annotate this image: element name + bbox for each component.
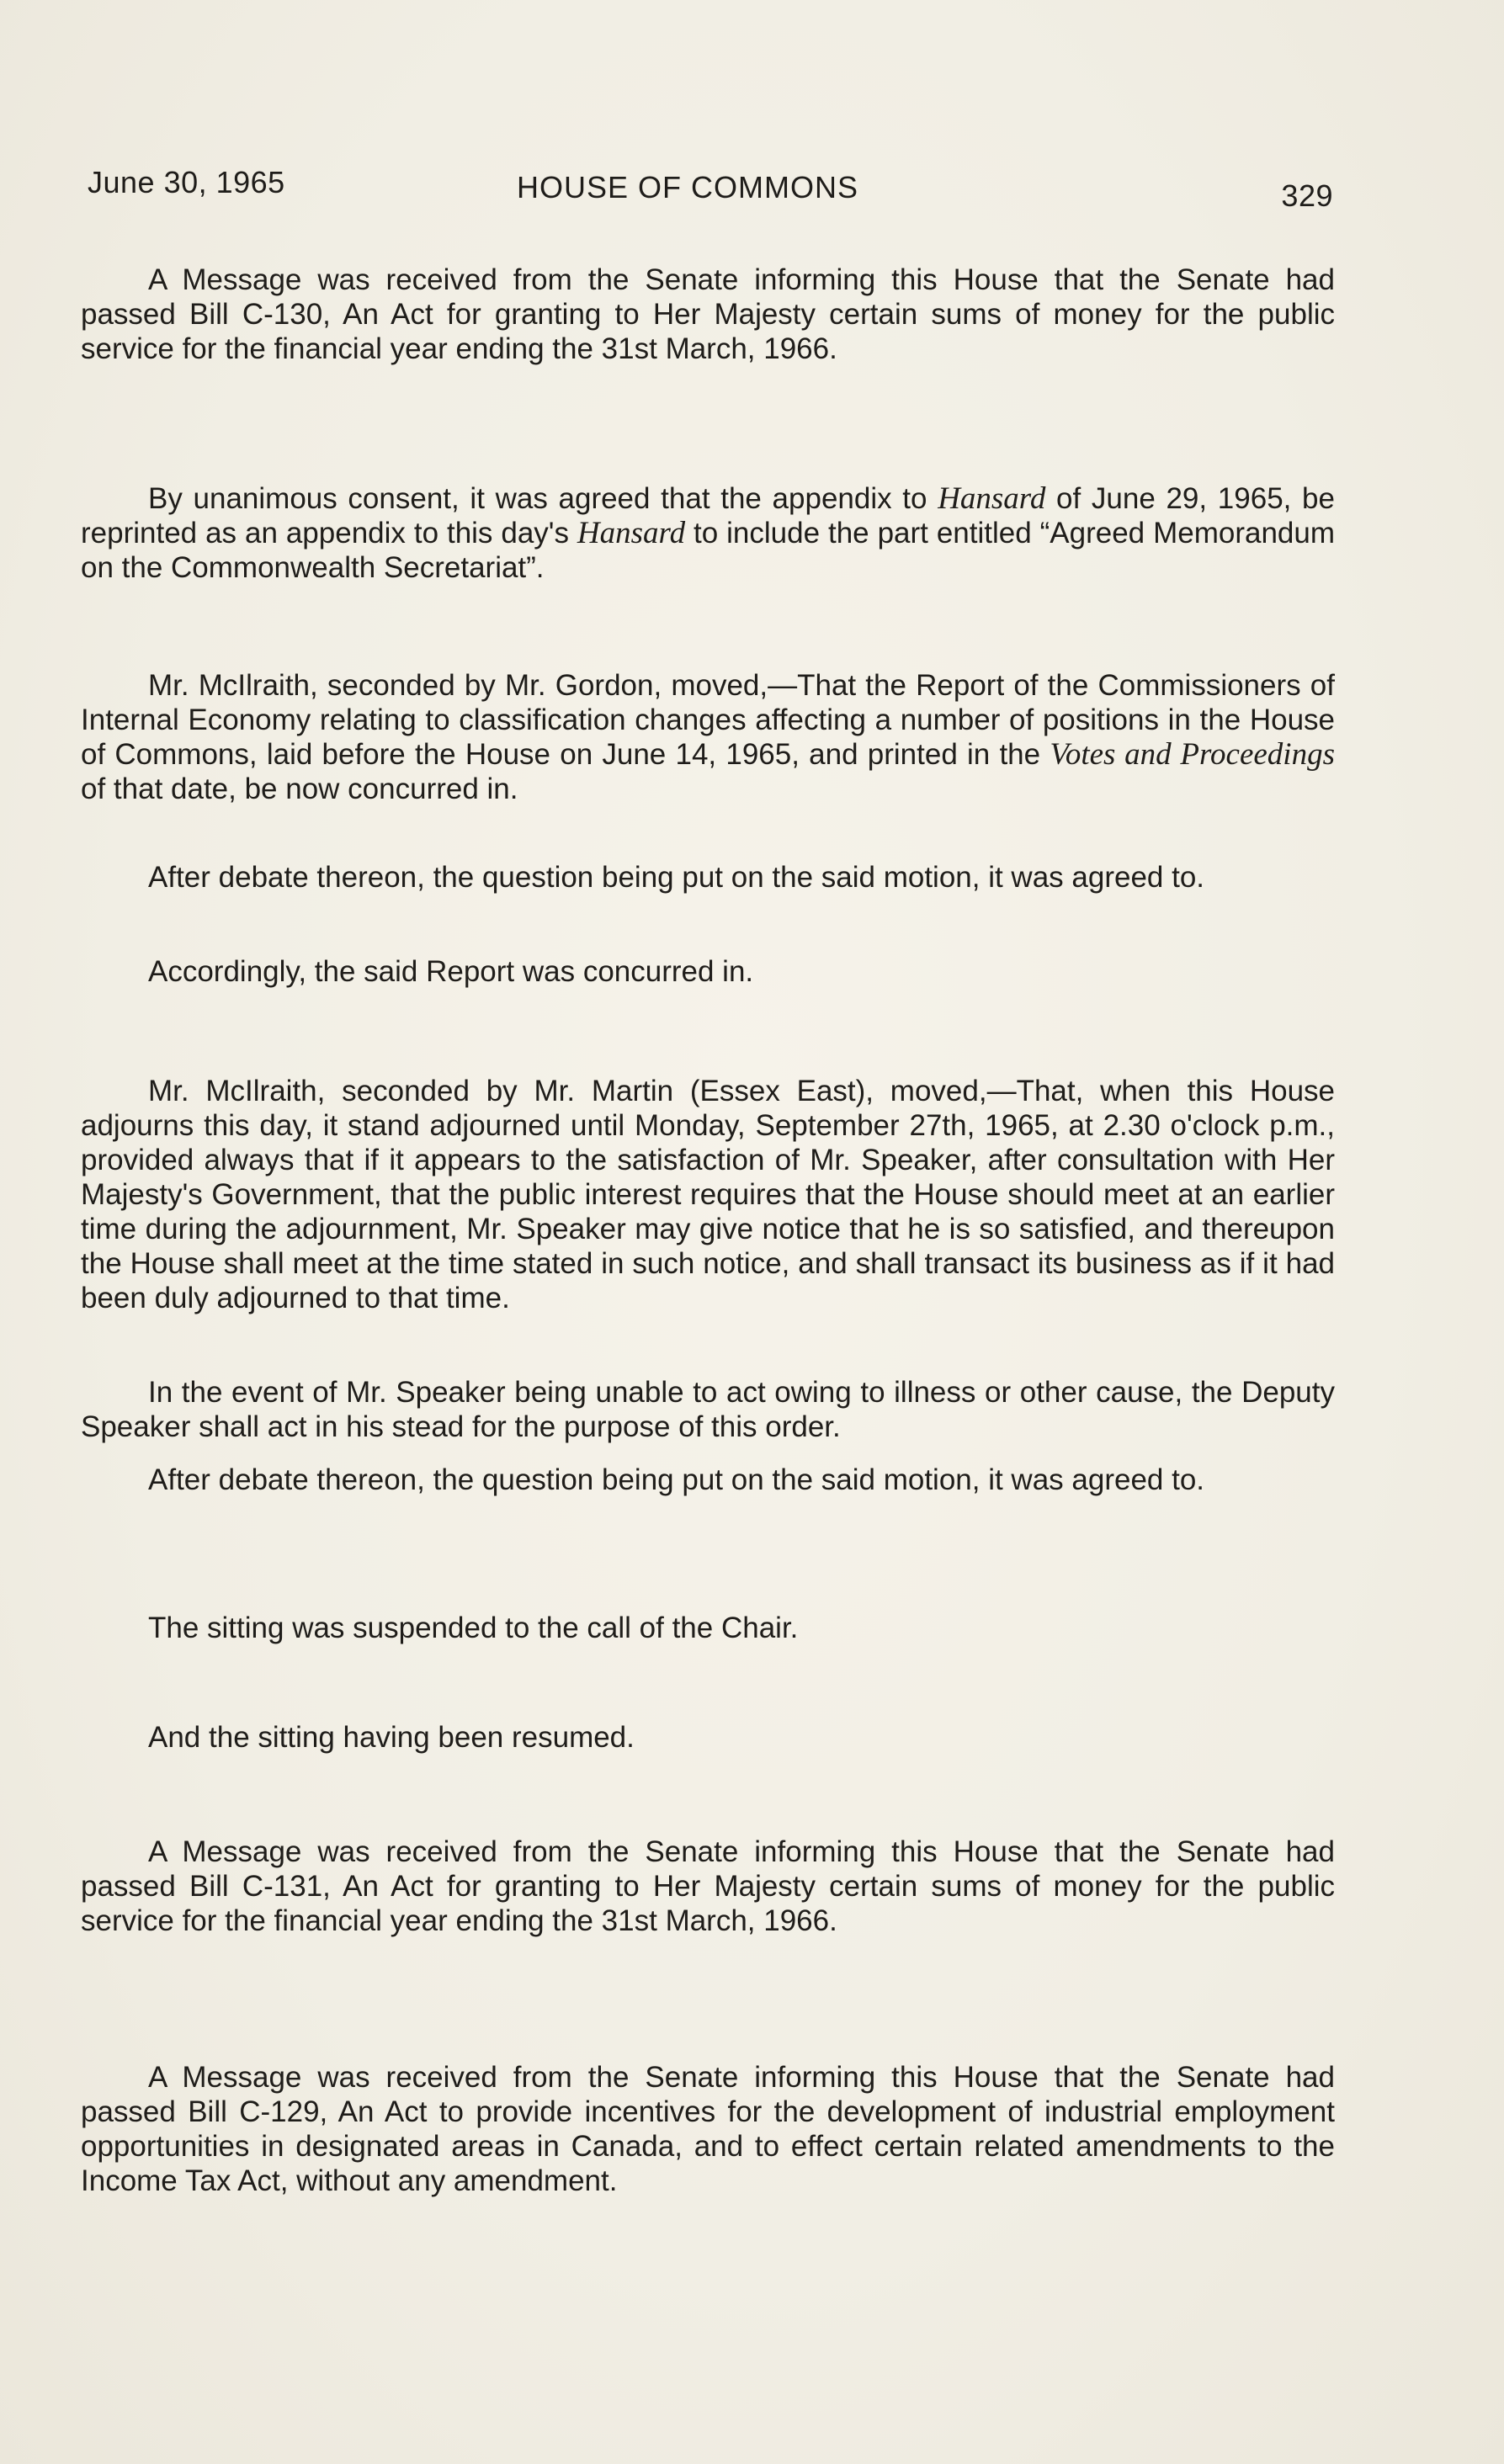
paragraph-text: Mr. McIlraith, seconded by Mr. Gordon, moved,—That the Report of the Commissioners of Internal Economy relating to classification changes affecting a number of positions in the House of Commons, laid before the House on June 14, 1965, and printed in the (81, 669, 1335, 771)
paragraph-text: A Message was received from the Senate informing this House that the Senate had passed Bill C-129, An Act to provide incentives for the development of industrial employment opportunities in designated areas in Canada, and to effect certain related amendments to the Income Tax Act, without any amendment. (81, 2061, 1335, 2197)
paragraph-text: By unanimous consent, it was agreed that the appendix to (148, 482, 938, 515)
paragraph-adjournment-motion (81, 1074, 1335, 1315)
paragraph-text: And the sitting having been resumed. (148, 1721, 635, 1754)
paragraph-senate-message-c131 (81, 1835, 1335, 1938)
italic-hansard: Hansard (938, 481, 1046, 516)
italic-hansard: Hansard (577, 516, 686, 550)
paragraph-text: of June 29, 1965, be reprinted as an appendix to this day's (81, 482, 1335, 550)
paragraph-text: After debate thereon, the question being put on the said motion, it was agreed to. (148, 861, 1205, 894)
header-date: June 30, 1965 (88, 165, 285, 199)
paragraph-text: Accordingly, the said Report was concurred in. (148, 955, 754, 988)
paragraph-sitting-resumed (81, 1720, 1335, 1755)
paragraph-text: A Message was received from the Senate informing this House that the Senate had passed Bill C-131, An Act for granting to Her Majesty certain sums of money for the public service for the financial year ending the 31st March, 1966. (81, 1835, 1335, 1937)
paragraph-senate-message-c130 (81, 263, 1335, 366)
paragraph-deputy-speaker (81, 1375, 1335, 1444)
paragraph-text: After debate thereon, the question being put on the said motion, it was agreed to. (148, 1463, 1205, 1496)
italic-votes-and-proceedings: Votes and Proceedings (1050, 737, 1335, 772)
paragraph-senate-message-c129 (81, 2060, 1335, 2198)
paragraph-text: to include the part entitled “Agreed Memorandum on the Commonwealth Secretariat”. (81, 517, 1335, 584)
paragraph-internal-economy-motion (81, 668, 1335, 806)
header-title: HOUSE OF COMMONS (517, 170, 859, 204)
paragraph-debate-agreed-1 (81, 860, 1335, 895)
paragraph-text: Mr. McIlraith, seconded by Mr. Martin (Essex East), moved,—That, when this House adjourns this day, it stand adjourned until Monday, September 27th, 1965, at 2.30 o'clock p.m., provided always that if it appears to the satisfaction of Mr. Speaker, after consultation with Her Majesty's Government, that the public interest requires that the House should meet at an earlier time during the adjournment, Mr. Speaker may give notice that he is so satisfied, and thereupon the House shall meet at the time stated in such notice, and shall transact its business as if it had been duly adjourned to that time. (81, 1075, 1335, 1314)
paragraph-hansard-appendix (81, 481, 1335, 585)
paragraph-text: A Message was received from the Senate informing this House that the Senate had passed Bill C-130, An Act for granting to Her Majesty certain sums of money for the public service for the financial year ending the 31st March, 1966. (81, 263, 1335, 365)
paragraph-report-concurred (81, 954, 1335, 989)
page-header (88, 165, 1333, 215)
paragraph-sitting-suspended (81, 1611, 1335, 1645)
paragraph-text: The sitting was suspended to the call of the Chair. (148, 1612, 799, 1644)
paragraph-text: In the event of Mr. Speaker being unable to act owing to illness or other cause, the Deputy Speaker shall act in his stead for the purpose of this order. (81, 1376, 1335, 1443)
page-number: 329 (1281, 178, 1333, 213)
paragraph-text: of that date, be now concurred in. (81, 773, 518, 805)
paragraph-debate-agreed-2 (81, 1463, 1335, 1497)
